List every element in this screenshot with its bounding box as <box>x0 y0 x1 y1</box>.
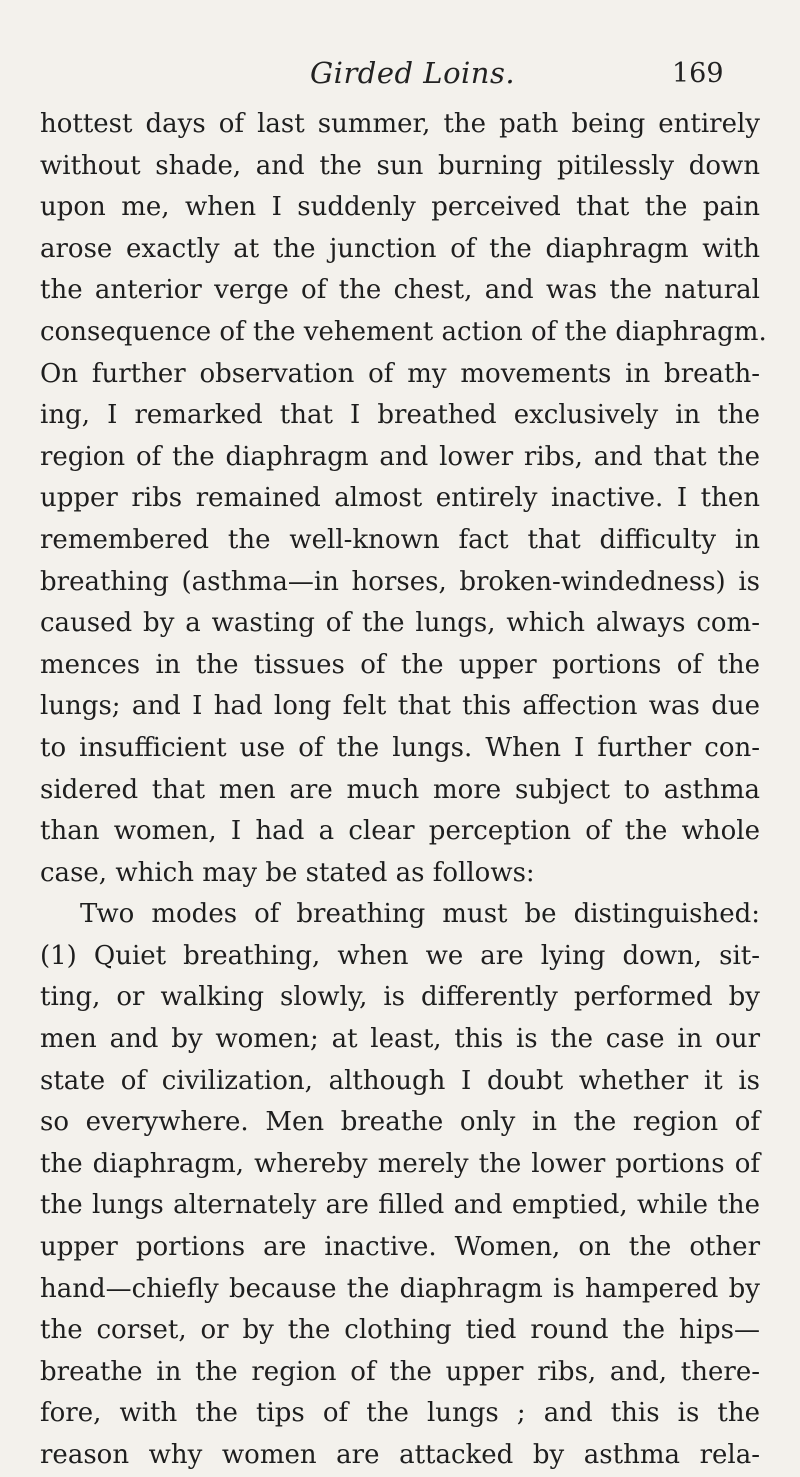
text-line: remembered the well-known fact that difficulty in <box>40 524 760 555</box>
text-line: ting, or walking slowly, is differently performed by <box>40 982 760 1013</box>
text-line: upper ribs remained almost entirely inactive. I then <box>40 483 760 514</box>
text-line: upon me, when I suddenly perceived that the pain <box>40 192 760 223</box>
text-line: breathe in the region of the upper ribs, and, there- <box>40 1356 760 1387</box>
text-line: upper portions are inactive. Women, on the other <box>40 1232 760 1263</box>
text-line: region of the diaphragm and lower ribs, and that the <box>40 441 760 472</box>
text-line: the diaphragm, whereby merely the lower portions of <box>40 1148 760 1179</box>
text-line: mences in the tissues of the upper portions of the <box>40 649 760 680</box>
text-line: so everywhere. Men breathe only in the region of <box>40 1107 760 1138</box>
text-line: lungs; and I had long felt that this affection was due <box>40 691 760 722</box>
text-line: case, which may be stated as follows: <box>40 857 535 888</box>
body-text <box>40 104 767 1477</box>
text-line: to insufficient use of the lungs. When I further con- <box>40 732 760 763</box>
text-line: the lungs alternately are filled and emptied, while the <box>40 1190 760 1221</box>
text-line: sidered that men are much more subject to asthma <box>40 774 760 805</box>
running-title: Girded Loins. <box>310 56 516 90</box>
text-line: breathing (asthma—in horses, broken-windedness) is <box>40 566 760 597</box>
text-line: caused by a wasting of the lungs, which always com- <box>40 608 760 639</box>
text-line: than women, I had a clear perception of the whole <box>40 816 760 847</box>
text-line: hand—chiefly because the diaphragm is hampered by <box>40 1273 760 1304</box>
text-line: hottest days of last summer, the path being entirely <box>40 109 760 139</box>
text-line: the anterior verge of the chest, and was the natural <box>40 275 760 306</box>
text-line: without shade, and the sun burning pitilessly down <box>40 150 760 181</box>
text-line: the corset, or by the clothing tied round the hips— <box>40 1315 760 1346</box>
text-line: fore, with the tips of the lungs ; and this is the <box>40 1398 760 1429</box>
text-line: (1) Quiet breathing, when we are lying down, sit- <box>40 940 760 971</box>
text-line: men and by women; at least, this is the case in our <box>40 1024 760 1055</box>
text-line: consequence of the vehement action of the diaphragm. <box>40 316 767 347</box>
text-line: Two modes of breathing must be distinguished: <box>80 899 760 930</box>
text-line: On further observation of my movements in breath- <box>40 358 760 389</box>
text-line: ing, I remarked that I breathed exclusively in the <box>40 400 760 431</box>
page-number: 169 <box>672 58 724 89</box>
text-line: arose exactly at the junction of the diaphragm with <box>40 233 760 264</box>
text-line: state of civilization, although I doubt whether it is <box>40 1065 760 1096</box>
text-line: reason why women are attacked by asthma rela- <box>40 1440 760 1470</box>
